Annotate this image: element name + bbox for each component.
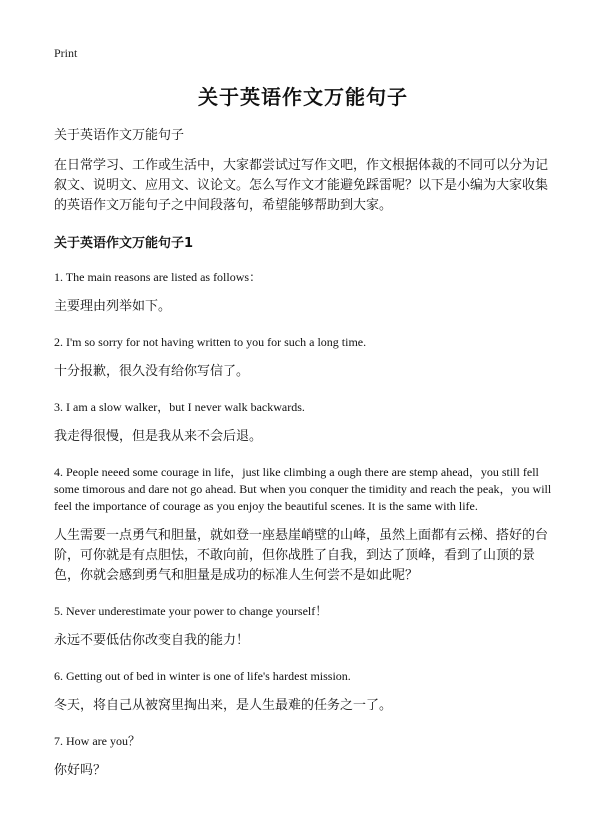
english-sentence: 4. People neeed some courage in life，just like climbing a ough there are stemp ahead，you still fell some timorous and dare not go ahead. But when you conquer the timidity and reach the peak，you will feel the importance of courage as you enjoy the beautiful scenes. It is the same with life. [54,465,552,513]
english-sentence: 2. I'm so sorry for not having written to you for such a long time. [54,335,367,349]
list-item [54,603,552,651]
intro-heading: 关于英语作文万能句子 [54,128,185,143]
list-item [54,668,552,716]
list-item [54,269,552,317]
english-sentence: 1. The main reasons are listed as follows： [54,270,262,284]
english-sentence: 6. Getting out of bed in winter is one of life's hardest mission. [54,669,351,683]
list-item [54,334,552,382]
print-label: Print [54,46,78,60]
english-sentence: 7. How are you？ [54,734,140,748]
english-sentence: 5. Never underestimate your power to change yourself！ [54,604,328,618]
chinese-translation: 主要理由列举如下。 [54,299,172,314]
chinese-translation: 永远不要低估你改变自我的能力！ [54,633,250,648]
english-sentence: 3. I am a slow walker，but I never walk backwards. [54,400,305,414]
list-item [54,399,552,447]
list-item [54,733,552,781]
chinese-translation: 你好吗？ [54,763,107,778]
chinese-translation: 十分报歉，很久没有给你写信了。 [54,364,250,379]
page-title: 关于英语作文万能句子 [198,85,408,109]
intro-paragraph: 在日常学习、工作或生活中，大家都尝试过写作文吧，作文根据体裁的不同可以分为记叙文、说明文、应用文、议论文。怎么写作文才能避免踩雷呢？以下是小编为大家收集的英语作文万能句子之中间段落句，希望能够帮助到大家。 [54,158,549,213]
chinese-translation: 人生需要一点勇气和胆量，就如登一座悬崖峭壁的山峰，虽然上面都有云梯、搭好的台阶，可你就是有点胆怯，不敢向前，但你战胜了自我，到达了顶峰，看到了山顶的景色，你就会感到勇气和胆量是成功的标准人生何尝不是如此呢？ [54,528,549,583]
sentence-list [54,269,552,781]
section-heading: 关于英语作文万能句子1 [54,236,194,251]
list-item [54,464,552,586]
chinese-translation: 我走得很慢，但是我从来不会后退。 [54,429,263,444]
chinese-translation: 冬天，将自己从被窝里掏出来，是人生最难的任务之一了。 [54,698,393,713]
